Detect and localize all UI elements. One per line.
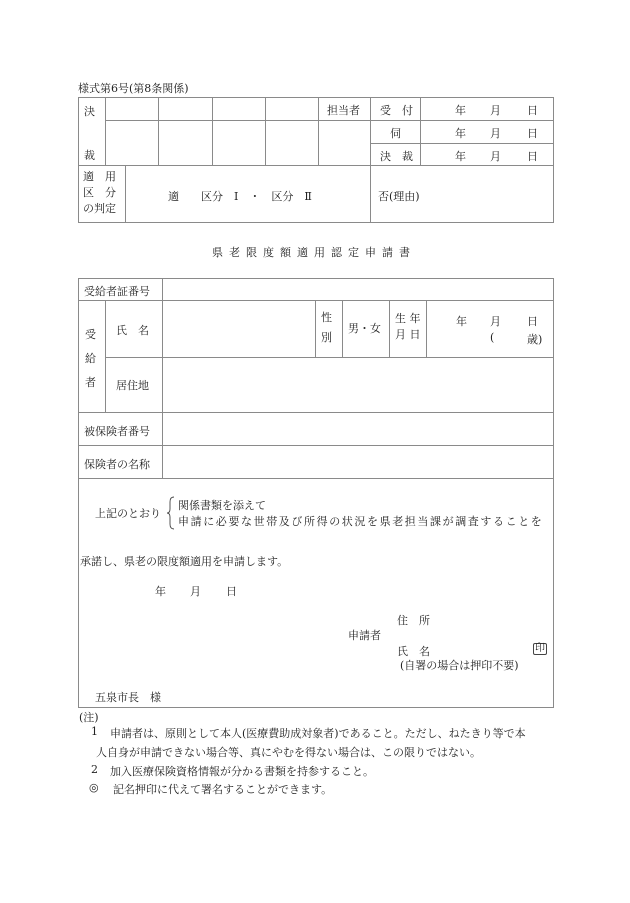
- insurer-name-label: 保険者の名称: [84, 458, 150, 471]
- table-divider: [342, 300, 343, 357]
- table-border: [553, 97, 554, 223]
- recipient-group-char: 者: [85, 376, 96, 389]
- judgement-label-line: 区 分: [83, 186, 116, 199]
- table-border: [78, 97, 554, 98]
- birth-day-label: 日: [527, 315, 538, 328]
- tantousha-label: 担当者: [327, 104, 360, 117]
- sex-label-line: 別: [321, 331, 332, 344]
- applicant-label: 申請者: [348, 629, 381, 642]
- statement-continuation: 承諾し、県老の限度額適用を申請します。: [80, 555, 289, 568]
- judgement-label-line: の判定: [83, 202, 116, 215]
- note-marker: 1: [91, 725, 98, 738]
- page-title: 県老限度額適用認定申請書: [212, 246, 416, 259]
- table-divider: [78, 412, 554, 413]
- table-divider: [78, 165, 554, 166]
- note-text: 記名押印に代えて署名することができます。: [113, 783, 333, 796]
- table-divider: [125, 165, 126, 223]
- recipient-group-char: 受: [85, 328, 96, 341]
- birth-month-label: 月: [490, 315, 501, 328]
- insurer-name-field[interactable]: [164, 447, 552, 477]
- year-label: 年: [455, 150, 466, 163]
- row-label: 決 裁: [380, 150, 413, 163]
- sex-label-line: 性: [321, 311, 332, 324]
- kessai-label-top: 決: [84, 105, 95, 118]
- address-field[interactable]: [164, 359, 552, 411]
- form-number-label: 様式第6号(第8条関係): [78, 82, 189, 95]
- table-border: [553, 278, 554, 708]
- applicant-address-label: 住 所: [397, 614, 430, 627]
- judgement-label: [83, 169, 116, 217]
- table-divider: [420, 97, 421, 165]
- kessai-label-bottom: 裁: [84, 149, 95, 162]
- table-divider: [158, 97, 159, 165]
- table-divider: [265, 97, 266, 165]
- name-field[interactable]: [164, 302, 314, 356]
- note-text: 人自身が申請できない場合等、真にやむを得ない場合は、この限りではない。: [96, 746, 481, 759]
- year-label: 年: [455, 127, 466, 140]
- table-divider: [105, 357, 554, 358]
- table-divider: [389, 300, 390, 357]
- birth-label-line: 生 年: [395, 312, 421, 325]
- row-label: 受 付: [380, 104, 413, 117]
- month-label: 月: [490, 104, 501, 117]
- note-text: 申請者は、原則として本人(医療費助成対象者)であること。ただし、ねたきり等で本: [110, 727, 526, 740]
- table-border: [78, 278, 554, 279]
- table-divider: [370, 97, 371, 223]
- recipient-group-label: [85, 323, 96, 395]
- insured-number-label: 被保険者番号: [84, 425, 150, 438]
- note-text: 加入医療保険資格情報が分かる書類を持参すること。: [110, 765, 374, 778]
- table-divider: [318, 97, 319, 165]
- table-divider: [162, 278, 163, 478]
- recipient-id-label: 受給者証番号: [84, 285, 150, 298]
- statement-prefix: 上記のとおり: [95, 507, 161, 520]
- month-label: 月: [490, 127, 501, 140]
- sex-label: [321, 308, 332, 348]
- birth-year-label: 年: [456, 315, 467, 328]
- name-label: 氏 名: [116, 324, 149, 337]
- applicant-name-label: 氏 名: [397, 645, 430, 658]
- judgement-label-line: 適 用: [83, 170, 116, 183]
- date-day-label: 日: [226, 585, 237, 598]
- applicant-address-field[interactable]: [430, 610, 550, 628]
- sex-options[interactable]: 男・女: [348, 322, 381, 335]
- recipient-group-char: 給: [85, 352, 96, 365]
- day-label: 日: [527, 104, 538, 117]
- seal-mark: 印: [535, 643, 545, 654]
- table-divider: [78, 445, 554, 446]
- statement-option-2: 申請に必要な世帯及び所得の状況を県老担当課が調査することを: [178, 515, 544, 528]
- recipient-id-field[interactable]: [164, 280, 552, 299]
- table-divider: [105, 97, 106, 165]
- table-divider: [315, 300, 316, 357]
- note-marker: ◎: [89, 781, 99, 794]
- row-label: 伺: [390, 127, 401, 140]
- table-divider: [78, 478, 554, 479]
- table-border: [78, 278, 79, 708]
- insured-number-field[interactable]: [164, 414, 552, 444]
- seal-note: (自署の場合は押印不要): [400, 659, 519, 672]
- age-close: 歳): [527, 333, 543, 346]
- judgement-options[interactable]: 適 区分 Ⅰ ・ 区分 Ⅱ: [168, 190, 312, 203]
- address-label: 居住地: [116, 379, 149, 392]
- date-month-label: 月: [190, 585, 201, 598]
- table-border: [78, 222, 554, 223]
- table-divider: [105, 120, 370, 121]
- age-open: (: [490, 331, 495, 344]
- day-label: 日: [527, 150, 538, 163]
- note-marker: 2: [91, 763, 98, 776]
- birth-date-label: [395, 311, 421, 343]
- birth-label-line: 月 日: [395, 328, 421, 341]
- table-divider: [370, 120, 554, 121]
- date-year-label: 年: [155, 585, 166, 598]
- table-border: [78, 97, 79, 223]
- table-divider: [426, 300, 427, 357]
- day-label: 日: [527, 127, 538, 140]
- addressee: 五泉市長 様: [95, 691, 161, 704]
- denial-reason-label: 否(理由): [378, 190, 420, 203]
- brace-icon: [167, 496, 175, 530]
- statement-option-1: 関係書類を添えて: [178, 499, 266, 512]
- table-divider: [78, 300, 554, 301]
- table-divider: [105, 300, 106, 412]
- table-border: [78, 707, 554, 708]
- table-divider: [212, 97, 213, 165]
- table-divider: [370, 143, 554, 144]
- year-label: 年: [455, 104, 466, 117]
- month-label: 月: [490, 150, 501, 163]
- notes-header: (注): [79, 711, 99, 724]
